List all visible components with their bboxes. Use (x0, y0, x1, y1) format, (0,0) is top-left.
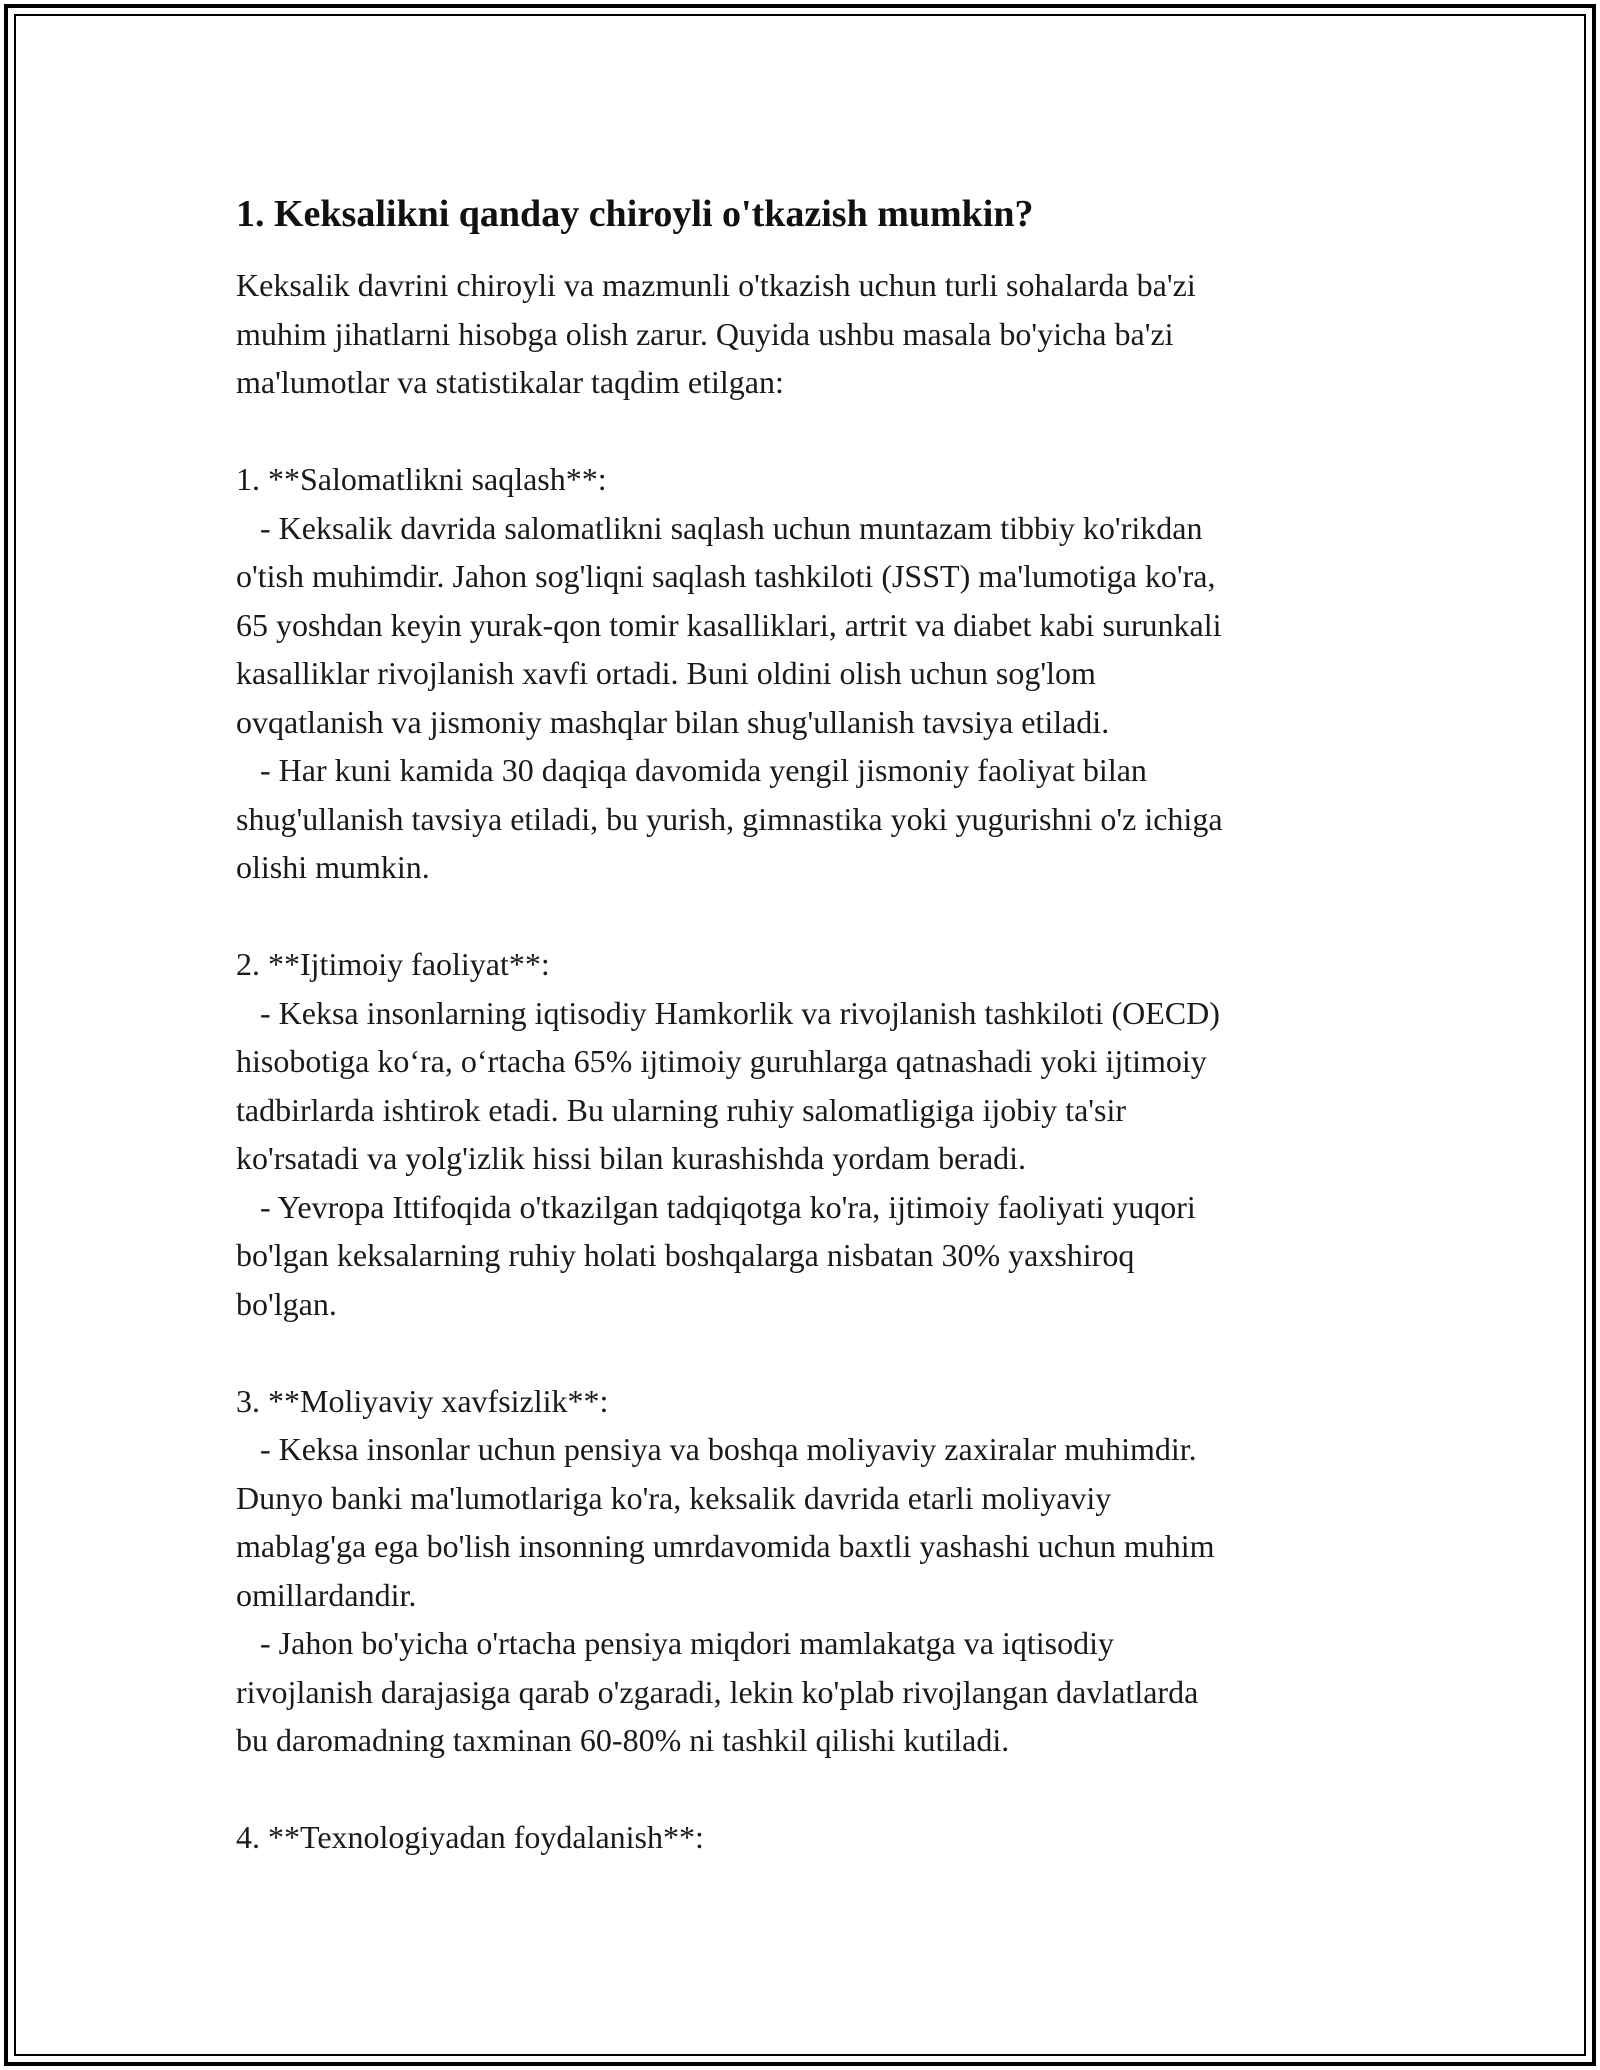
document-body: Keksalik davrini chiroyli va mazmunli o'tkazish uchun turli sohalarda ba'zi muhim jihatlarni hisobga olish zarur. Quyida ushbu masala bo'yicha ba'zi ma'lumotlar va statistikalar taqdim etilgan: 1. **Salomatlikni saqlash**: - Keksalik davrida salomatlikni saqlash uchun muntazam tibbiy ko'rikdan o'tish muhimdir. Jahon sog'liqni saqlash tashkiloti (JSST) ma'lumotiga ko'ra, 65 yoshdan keyin yurak-qon tomir kasalliklari, artrit va diabet kabi surunkali kasalliklar rivojlanish xavfi ortadi. Buni oldini olish uchun sog'lom ovqatlanish va jismoniy mashqlar bilan shug'ullanish tavsiya etiladi. - Har kuni kamida 30 daqiqa davomida yengil jismoniy faoliyat bilan shug'ullanish tavsiya etiladi, bu yurish, gimnastika yoki yugurishni o'z ichiga olishi mumkin. 2. **Ijtimoiy faoliyat**: - Keksa insonlarning iqtisodiy Hamkorlik va rivojlanish tashkiloti (OECD) hisobotiga ko‘ra, o‘rtacha 65% ijtimoiy guruhlarga qatnashadi yoki ijtimoiy tadbirlarda ishtirok etadi. Bu ularning ruhiy salomatligiga ijobiy ta'sir ko'rsatadi va yolg'izlik hissi bilan kurashishda yordam beradi. - Yevropa Ittifoqida o'tkazilgan tadqiqotga ko'ra, ijtimoiy faoliyati yuqori bo'lgan keksalarning ruhiy holati boshqalarga nisbatan 30% yaxshiroq bo'lgan. 3. **Moliyaviy xavfsizlik**: - Keksa insonlar uchun pensiya va boshqa moliyaviy zaxiralar muhimdir. Dunyo banki ma'lumotlariga ko'ra, keksalik davrida etarli moliyaviy mablag'ga ega bo'lish insonning umrdavomida baxtli yashashi uchun muhim omillardandir. - Jahon bo'yicha o'rtacha pensiya miqdori mamlakatga va iqtisodiy rivojlanish darajasiga qarab o'zgaradi, lekin ko'plab rivojlangan davlatlarda bu daromadning taxminan 60-80% ni tashkil qilishi kutiladi. 4. **Texnologiyadan foydalanish**: (236, 267, 1223, 1855)
document-title: 1. Keksalikni qanday chiroyli o'tkazish mumkin? (236, 193, 1034, 235)
document-content (236, 185, 1376, 1862)
